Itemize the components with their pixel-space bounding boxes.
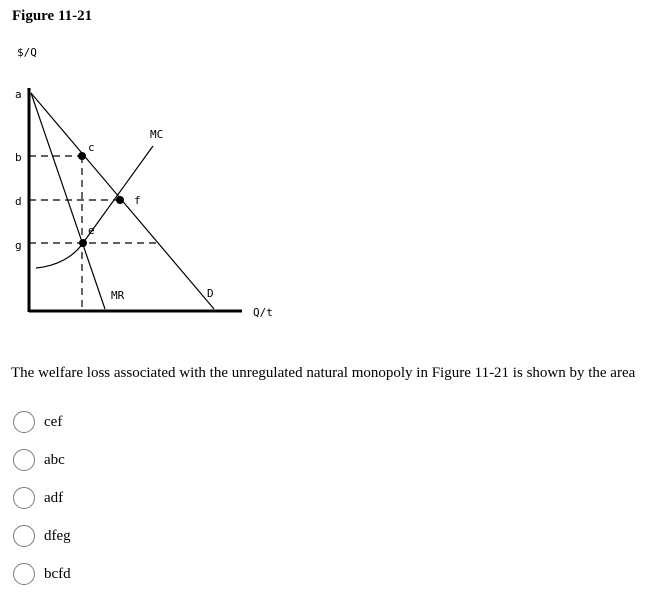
option-adf[interactable] <box>13 484 213 512</box>
radio-button[interactable] <box>13 449 35 471</box>
radio-button[interactable] <box>13 487 35 509</box>
point-e <box>79 239 87 247</box>
point-label-c: c <box>88 141 95 154</box>
option-label: dfeg <box>44 527 71 544</box>
mr-curve <box>31 93 105 309</box>
mc-label: MC <box>150 128 164 141</box>
x-axis-label: Q/t <box>253 306 273 319</box>
option-bcfd[interactable] <box>13 560 213 588</box>
option-label: adf <box>44 489 64 506</box>
point-label-e: e <box>88 224 95 237</box>
mr-label: MR <box>111 289 125 302</box>
option-label: bcfd <box>44 565 71 582</box>
option-label: cef <box>44 413 63 430</box>
price-label-a: a <box>15 88 22 101</box>
option-label: abc <box>44 451 65 468</box>
demand-label: D <box>207 287 214 300</box>
point-f <box>116 196 124 204</box>
price-label-b: b <box>15 151 22 164</box>
point-c <box>78 152 86 160</box>
figure-title: Figure 11-21 <box>12 8 93 24</box>
mc-curve <box>36 146 153 268</box>
price-label-d: d <box>15 195 22 208</box>
radio-button[interactable] <box>13 411 35 433</box>
radio-button[interactable] <box>13 525 35 547</box>
option-abc[interactable] <box>13 446 213 474</box>
question-text: The welfare loss associated with the unregulated natural monopoly in Figure 11-21 is shown by the area <box>11 365 636 381</box>
option-dfeg[interactable] <box>13 522 213 550</box>
option-cef[interactable] <box>13 408 213 436</box>
point-label-f: f <box>134 194 141 207</box>
y-axis-label: $/Q <box>17 46 37 59</box>
radio-button[interactable] <box>13 563 35 585</box>
price-label-g: g <box>15 239 22 252</box>
